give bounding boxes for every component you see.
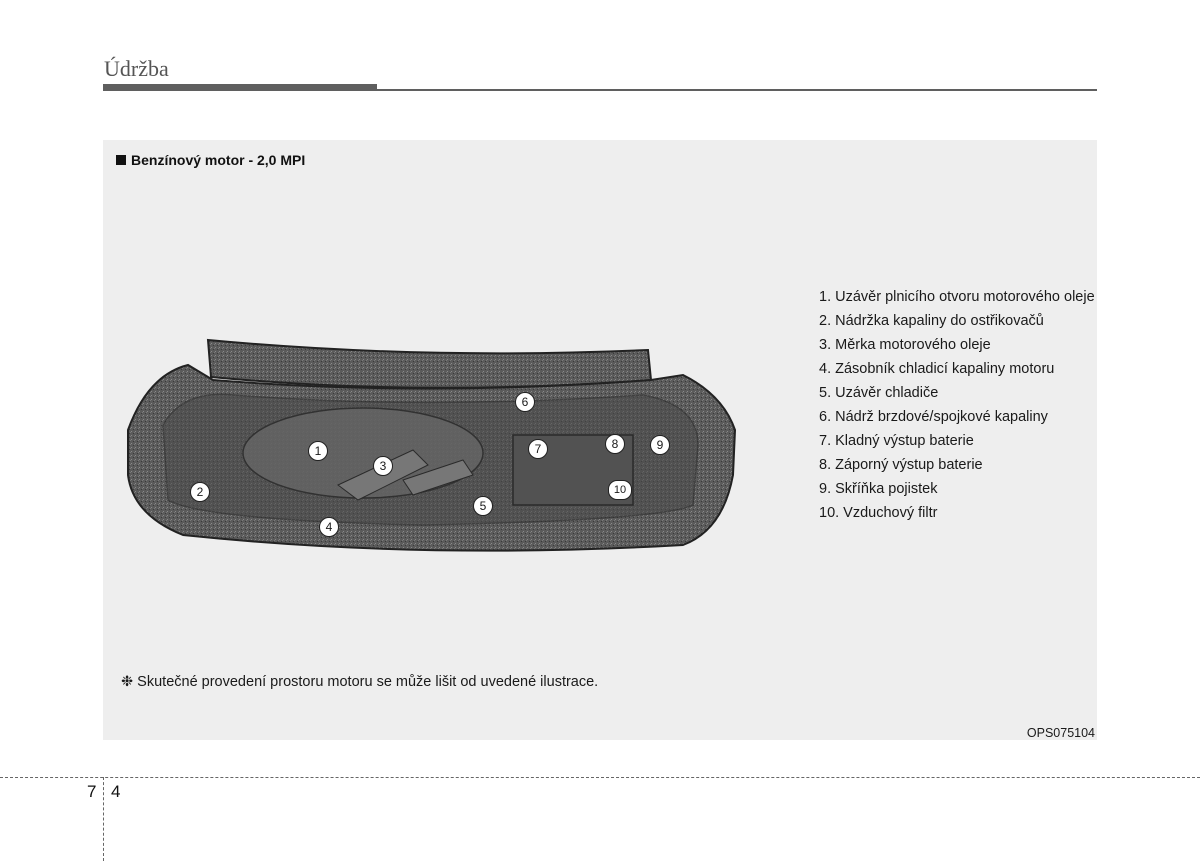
header-rule-thick bbox=[103, 84, 377, 91]
callout-1: 1 bbox=[308, 441, 328, 461]
callout-10: 10 bbox=[608, 480, 632, 500]
list-item: 6. Nádrž brzdové/spojkové kapaliny bbox=[819, 409, 1048, 425]
engine-bay-illustration bbox=[123, 335, 741, 560]
callout-2: 2 bbox=[190, 482, 210, 502]
list-item: 2. Nádržka kapaliny do ostřikovačů bbox=[819, 313, 1044, 329]
footer-divider bbox=[0, 777, 1200, 778]
chapter-number: 7 bbox=[87, 782, 97, 801]
section-title-text: Benzínový motor - 2,0 MPI bbox=[131, 152, 306, 168]
list-item: 8. Záporný výstup baterie bbox=[819, 457, 983, 473]
list-item: 9. Skříňka pojistek bbox=[819, 481, 938, 497]
square-bullet-icon bbox=[116, 155, 126, 165]
page-header-title: Údržba bbox=[104, 56, 169, 81]
callout-5: 5 bbox=[473, 496, 493, 516]
list-item: 7. Kladný výstup baterie bbox=[819, 433, 974, 449]
header-rule-thin bbox=[377, 89, 1097, 91]
list-item: 1. Uzávěr plnicího otvoru motorového oleje bbox=[819, 289, 1095, 305]
callout-3: 3 bbox=[373, 456, 393, 476]
callout-8: 8 bbox=[605, 434, 625, 454]
list-item: 3. Měrka motorového oleje bbox=[819, 337, 991, 353]
callout-9: 9 bbox=[650, 435, 670, 455]
list-item: 10. Vzduchový filtr bbox=[819, 505, 938, 521]
callout-4: 4 bbox=[319, 517, 339, 537]
parts-list bbox=[819, 288, 1099, 528]
list-item: 4. Zásobník chladicí kapaliny motoru bbox=[819, 361, 1055, 377]
page-number: 4 bbox=[111, 782, 121, 801]
list-item: 5. Uzávěr chladiče bbox=[819, 385, 939, 401]
footer-vertical-divider bbox=[103, 777, 104, 861]
illustration-note: ❉ Skutečné provedení prostoru motoru se může lišit od uvedené ilustrace. bbox=[121, 674, 599, 690]
callout-6: 6 bbox=[515, 392, 535, 412]
callout-7: 7 bbox=[528, 439, 548, 459]
figure-panel bbox=[103, 140, 1097, 740]
figure-code: OPS075104 bbox=[1026, 726, 1095, 740]
section-title bbox=[116, 152, 305, 168]
